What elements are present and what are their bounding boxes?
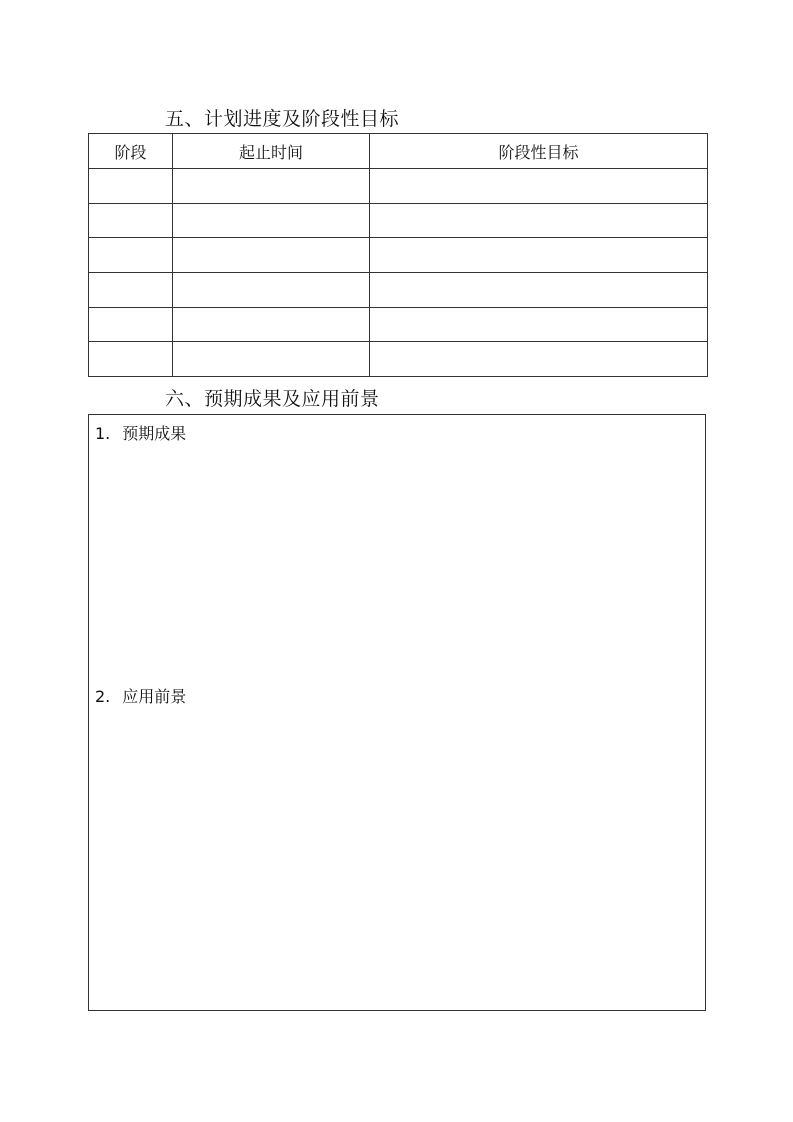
table-row [89,307,708,342]
section-title-outcomes: 六、预期成果及应用前景 [165,388,380,410]
cell-stage[interactable] [89,238,173,273]
sub-heading-expected-results [95,424,186,444]
item-number: 2. [95,687,111,706]
sub-heading-application-prospects [95,687,186,707]
cell-period[interactable] [173,307,370,342]
table-row [89,238,708,273]
cell-goal[interactable] [370,273,708,308]
cell-period[interactable] [173,169,370,204]
cell-stage[interactable] [89,273,173,308]
cell-period[interactable] [173,342,370,377]
cell-goal[interactable] [370,203,708,238]
item-label: 应用前景 [122,687,187,706]
outcome-box[interactable] [88,414,706,1011]
cell-goal[interactable] [370,169,708,204]
table-row [89,342,708,377]
table-row [89,169,708,204]
cell-period[interactable] [173,238,370,273]
item-number: 1. [95,424,111,443]
cell-goal[interactable] [370,342,708,377]
section-title-schedule: 五、计划进度及阶段性目标 [165,108,400,130]
cell-period[interactable] [173,203,370,238]
cell-stage[interactable] [89,169,173,204]
cell-goal[interactable] [370,307,708,342]
header-stage: 阶段 [89,134,173,169]
cell-period[interactable] [173,273,370,308]
cell-stage[interactable] [89,342,173,377]
cell-stage[interactable] [89,307,173,342]
schedule-table [88,133,708,377]
header-stage-goal: 阶段性目标 [370,134,708,169]
header-period: 起止时间 [173,134,370,169]
table-header-row [89,134,708,169]
table-row [89,203,708,238]
item-label: 预期成果 [122,424,187,443]
cell-goal[interactable] [370,238,708,273]
table-row [89,273,708,308]
cell-stage[interactable] [89,203,173,238]
